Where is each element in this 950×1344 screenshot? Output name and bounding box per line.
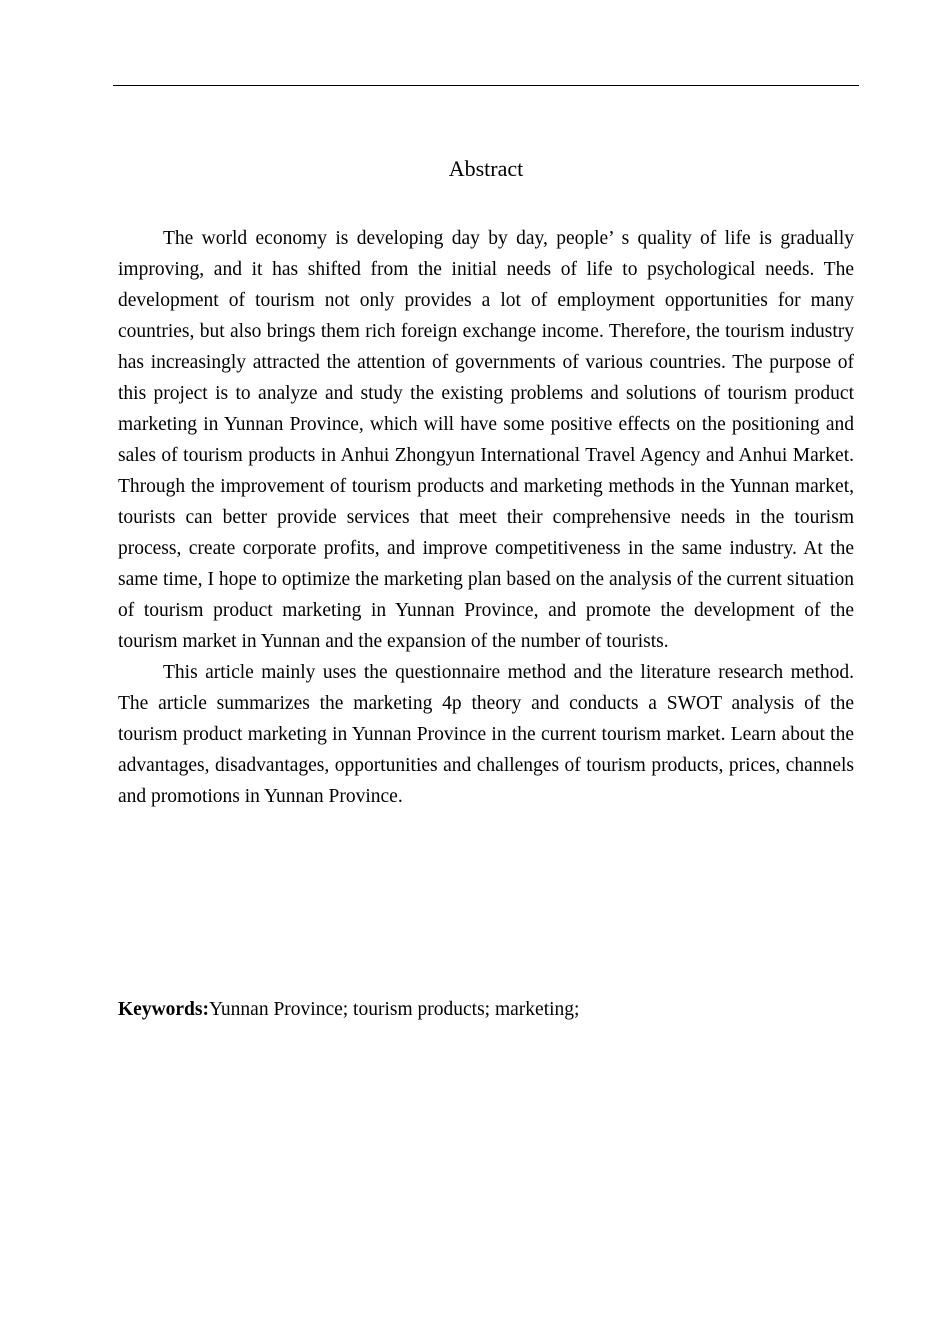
- keywords-line: [118, 996, 854, 1024]
- header-rule: [113, 85, 859, 86]
- abstract-paragraph-1: The world economy is developing day by day, people’ s quality of life is gradually improving, and it has shifted from the initial needs of life to psychological needs. The development of tourism not only provides a lot of employment opportunities for many countries, but also brings them rich foreign exchange income. Therefore, the tourism industry has increasingly attracted the attention of governments of various countries. The purpose of this project is to analyze and study the existing problems and solutions of tourism product marketing in Yunnan Province, which will have some positive effects on the positioning and sales of tourism products in Anhui Zhongyun International Travel Agency and Anhui Market. Through the improvement of tourism products and marketing methods in the Yunnan market, tourists can better provide services that meet their comprehensive needs in the tourism process, create corporate profits, and improve competitiveness in the same industry. At the same time, I hope to optimize the marketing plan based on the analysis of the current situation of tourism product marketing in Yunnan Province, and promote the development of the tourism market in Yunnan and the expansion of the number of tourists.: [118, 228, 854, 652]
- keywords-value: Yunnan Province; tourism products; marketing;: [209, 999, 580, 1020]
- keywords-label: Keywords:: [118, 999, 209, 1020]
- abstract-paragraph-2: This article mainly uses the questionnaire method and the literature research method. The article summarizes the marketing 4p theory and conducts a SWOT analysis of the tourism product marketing in Yunnan Province in the current tourism market. Learn about the advantages, disadvantages, opportunities and challenges of tourism products, prices, channels and promotions in Yunnan Province.: [118, 662, 854, 807]
- abstract-title: Abstract: [448, 156, 524, 181]
- abstract-body: [118, 223, 854, 812]
